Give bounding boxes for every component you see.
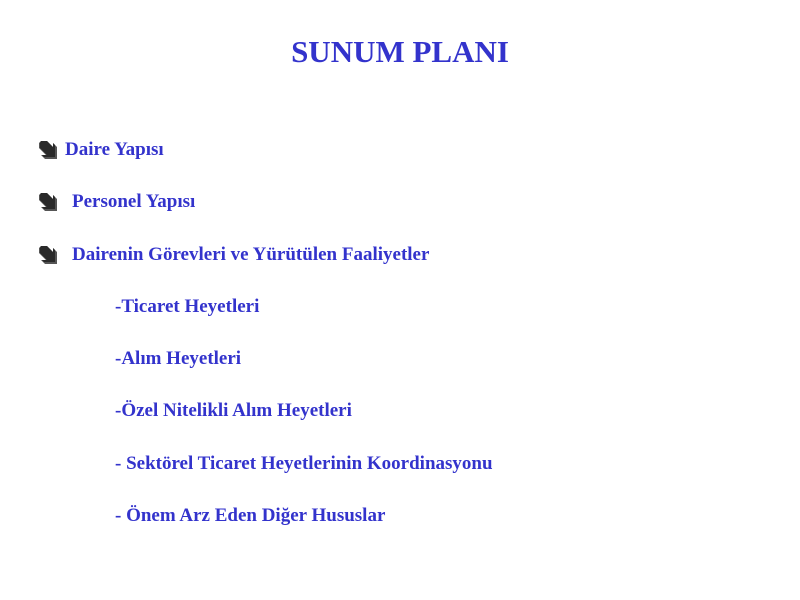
arrow-down-right-icon [38,140,58,160]
bullet-item-gorevler [38,241,429,269]
sub-item-alim-heyetleri: -Alım Heyetleri [115,348,242,369]
bullet-item-daire-yapisi [38,136,164,164]
sub-item-diger-hususlar: - Önem Arz Eden Diğer Hususlar [115,505,386,526]
bullet-item-personel-yapisi [38,188,195,216]
bullet-label: Daire Yapısı [65,139,164,160]
bullet-label: Personel Yapısı [72,191,196,212]
arrow-down-right-icon [38,192,58,212]
bullet-label: Dairenin Görevleri ve Yürütülen Faaliyetler [72,244,430,265]
sub-item-sektorel-koordinasyon: - Sektörel Ticaret Heyetlerinin Koordinasyonu [115,453,493,474]
slide-title: SUNUM PLANI [291,34,509,69]
sub-item-ozel-nitelikli: -Özel Nitelikli Alım Heyetleri [115,400,352,421]
sub-item-ticaret-heyetleri: -Ticaret Heyetleri [115,296,260,317]
arrow-down-right-icon [38,245,58,265]
